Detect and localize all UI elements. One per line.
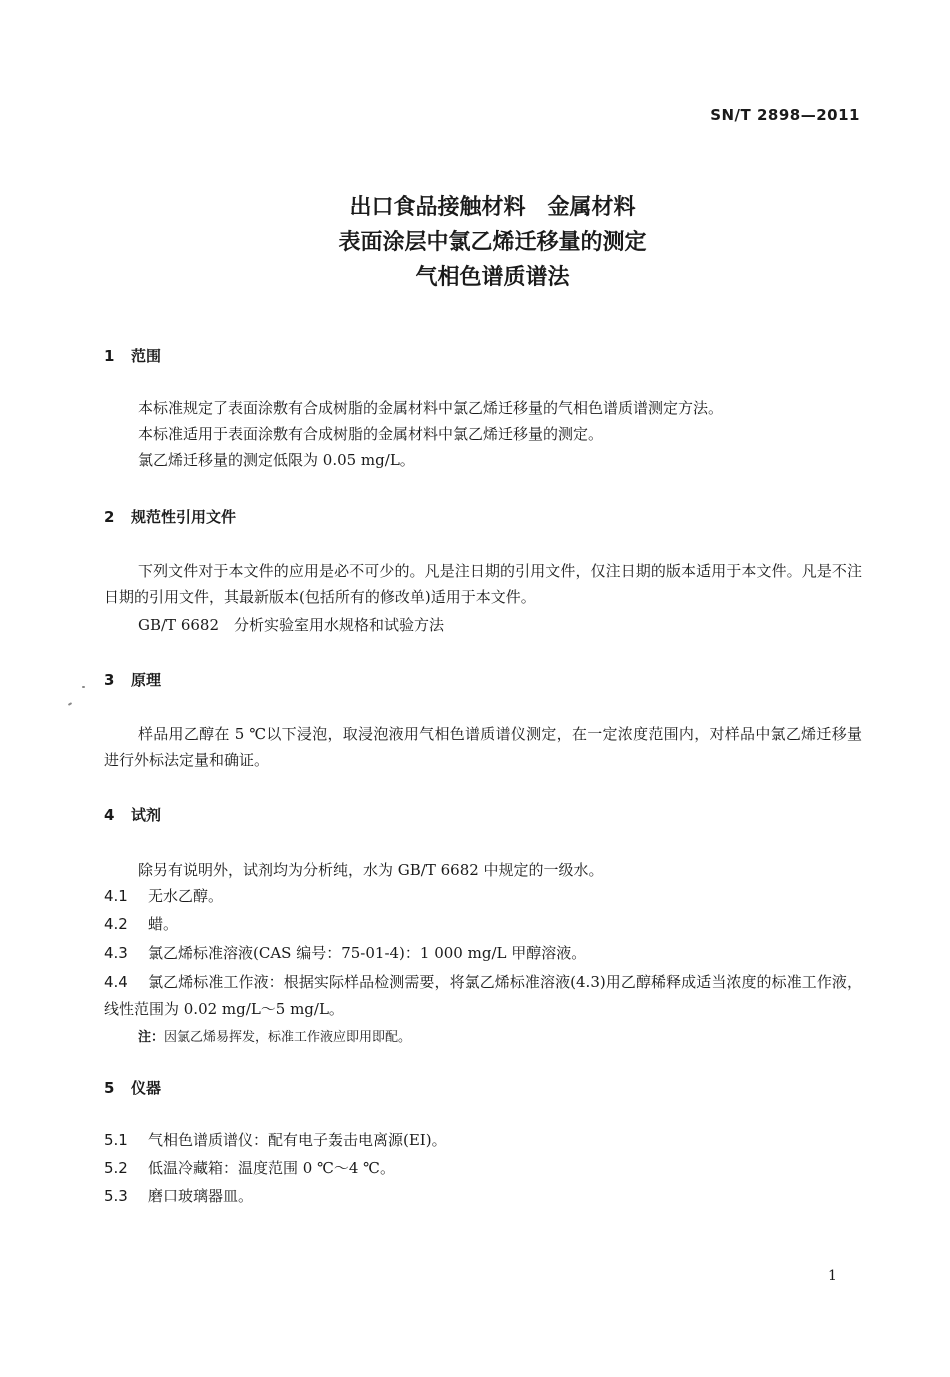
- item-text: 气相色谱质谱仪：配有电子轰击电离源(EI)。: [148, 1131, 447, 1149]
- section-3-paragraph-1: 样品用乙醇在 5 ℃以下浸泡，取浸泡液用气相色谱质谱仪测定，在一定浓度范围内，对样品中氯乙烯迁移量进行外标法定量和确证。: [104, 725, 862, 769]
- note-label: 注：: [138, 1030, 165, 1045]
- list-item: [104, 882, 862, 910]
- section-title: 仪器: [131, 1079, 162, 1097]
- item-text: 蜡。: [148, 915, 179, 933]
- list-item: [104, 1182, 862, 1210]
- note-text: 因氯乙烯易挥发，标准工作液应即用即配。: [164, 1030, 412, 1045]
- list-item: [104, 910, 862, 938]
- title-line-1: 出口食品接触材料 金属材料: [349, 195, 636, 220]
- item-text: 氯乙烯标准溶液(CAS 编号：75-01-4)：1 000 mg/L 甲醇溶液。: [148, 944, 587, 962]
- section-number: 4: [104, 806, 115, 824]
- section-2-normative-reference: GB/T 6682 分析实验室用水规格和试验方法: [138, 616, 445, 634]
- section-1-paragraph-3: 氯乙烯迁移量的测定低限为 0.05 mg/L。: [138, 451, 415, 469]
- scan-speck: [68, 702, 72, 706]
- item-number: 4.2: [104, 915, 128, 933]
- document-title: [0, 190, 950, 295]
- item-number: 5.2: [104, 1159, 128, 1177]
- section-1-heading: [104, 345, 161, 366]
- list-item: [104, 1126, 862, 1154]
- standard-code: SN/T 2898—2011: [710, 106, 860, 124]
- list-item: [104, 969, 862, 1023]
- section-5-heading: [104, 1077, 161, 1098]
- section-2-paragraph-1: 下列文件对于本文件的应用是必不可少的。凡是注日期的引用文件，仅注日期的版本适用于本文件。凡是不注日期的引用文件，其最新版本(包括所有的修改单)适用于本文件。: [104, 562, 862, 606]
- section-title: 试剂: [131, 806, 162, 824]
- note: [138, 1026, 411, 1045]
- section-4-heading: [104, 804, 161, 825]
- section-number: 1: [104, 347, 115, 365]
- item-number: 5.3: [104, 1187, 128, 1205]
- section-number: 3: [104, 671, 115, 689]
- scan-speck: [82, 686, 85, 688]
- section-4-intro: 除另有说明外，试剂均为分析纯，水为 GB/T 6682 中规定的一级水。: [138, 861, 604, 879]
- title-line-2: 表面涂层中氯乙烯迁移量的测定: [338, 230, 647, 255]
- item-text: 无水乙醇。: [148, 887, 224, 905]
- item-text: 磨口玻璃器皿。: [148, 1187, 254, 1205]
- section-title: 规范性引用文件: [131, 508, 237, 526]
- section-1-paragraph-1: 本标准规定了表面涂敷有合成树脂的金属材料中氯乙烯迁移量的气相色谱质谱测定方法。: [138, 399, 724, 417]
- section-number: 2: [104, 508, 115, 526]
- item-number: 4.3: [104, 944, 128, 962]
- item-text: 低温冷藏箱：温度范围 0 ℃～4 ℃。: [148, 1159, 395, 1177]
- page-number: 1: [828, 1268, 837, 1284]
- list-item: [104, 939, 862, 967]
- item-number: 4.4: [104, 973, 128, 991]
- section-number: 5: [104, 1079, 115, 1097]
- section-title: 原理: [131, 671, 162, 689]
- item-number: 4.1: [104, 887, 128, 905]
- section-title: 范围: [131, 347, 162, 365]
- section-1-paragraph-2: 本标准适用于表面涂敷有合成树脂的金属材料中氯乙烯迁移量的测定。: [138, 425, 604, 443]
- item-number: 5.1: [104, 1131, 128, 1149]
- list-item: [104, 1154, 862, 1182]
- item-text: 氯乙烯标准工作液：根据实际样品检测需要，将氯乙烯标准溶液(4.3)用乙醇稀释成适当浓度的标准工作液，线性范围为 0.02 mg/L～5 mg/L。: [104, 973, 862, 1018]
- section-2-heading: [104, 506, 236, 527]
- section-3-heading: [104, 669, 161, 690]
- title-line-3: 气相色谱质谱法: [415, 265, 570, 290]
